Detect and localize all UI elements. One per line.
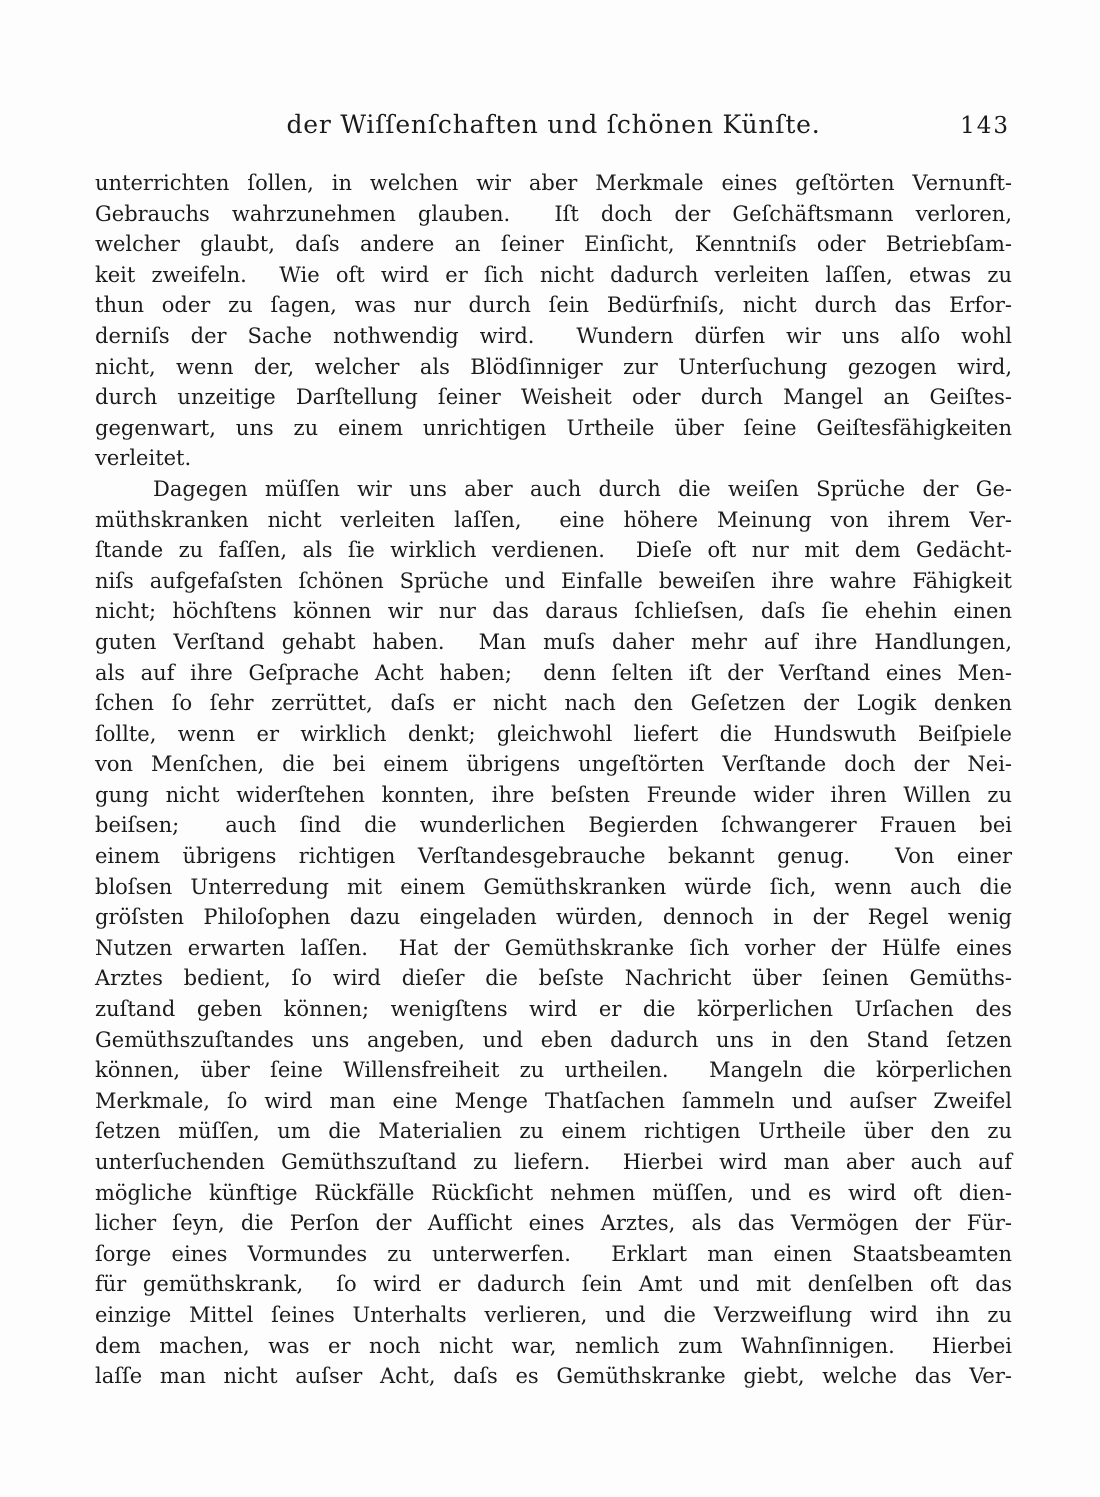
- text-line: als auf ihre Geſprache Acht haben; denn ſelten iſt der Verſtand eines Men-: [95, 660, 1012, 685]
- text-line: einem übrigens richtigen Verſtandesgebrauche bekannt genug. Von einer: [95, 844, 1012, 869]
- text-line: unterrichten ſollen, in welchen wir aber Merkmale eines geſtörten Vernunft-: [95, 171, 1012, 195]
- page-header: [95, 110, 1012, 146]
- text-line: ſollte, wenn er wirklich denkt; gleichwohl liefert die Hundswuth Beiſpiele: [95, 721, 1012, 746]
- text-line: guten Verſtand gehabt haben. Man muſs daher mehr auf ihre Handlungen,: [95, 629, 1012, 654]
- text-line: thun oder zu ſagen, was nur durch ſein Bedürfniſs, nicht durch das Erfor-: [95, 293, 1012, 318]
- text-line: nicht; höchſtens können wir nur das daraus ſchlieſsen, daſs ſie ehehin einen: [95, 599, 1012, 624]
- text-line: keit zweifeln. Wie oft wird er ſich nicht dadurch verleiten laſſen, etwas zu: [95, 262, 1012, 287]
- text-line: mögliche künftige Rückfälle Rückſicht nehmen müſſen, und es wird oft dien-: [95, 1180, 1012, 1205]
- text-line: gegenwart, uns zu einem unrichtigen Urtheile über ſeine Geiſtesfähigkeiten: [95, 415, 1012, 440]
- text-line: durch unzeitige Darſtellung ſeiner Weisheit oder durch Mangel an Geiſtes-: [95, 385, 1012, 410]
- text-line: derniſs der Sache nothwendig wird. Wundern dürfen wir uns alſo wohl: [95, 323, 1012, 348]
- text-block: [95, 168, 1012, 1392]
- text-line: Arztes bedient, ſo wird dieſer die beſste Nachricht über ſeinen Gemüths-: [95, 966, 1012, 991]
- text-line: licher ſeyn, die Perſon der Aufſicht eines Arztes, als das Vermögen der Für-: [95, 1211, 1012, 1236]
- text-line: Merkmale, ſo wird man eine Menge Thatſachen ſammeln und auſser Zweifel: [95, 1088, 1012, 1113]
- text-line: gröſsten Philoſophen dazu eingeladen würden, dennoch in der Regel wenig: [95, 905, 1012, 930]
- text-line: ſorge eines Vormundes zu unterwerfen. Erklart man einen Staatsbeamten: [95, 1241, 1012, 1266]
- text-line: laſſe man nicht auſser Acht, daſs es Gemüthskranke giebt, welche das Ver-: [95, 1364, 1012, 1389]
- text-line: beiſsen; auch ſind die wunderlichen Begierden ſchwangerer Frauen bei: [95, 813, 1012, 838]
- text-line: Nutzen erwarten laſſen. Hat der Gemüthskranke ſich vorher der Hülfe eines: [95, 935, 1012, 960]
- text-line: für gemüthskrank, ſo wird er dadurch ſein Amt und mit denſelben oft das: [95, 1272, 1012, 1297]
- text-line: Gebrauchs wahrzunehmen glauben. Iſt doch der Geſchäftsmann verloren,: [95, 201, 1012, 226]
- text-line: Gemüthszuſtandes uns angeben, und eben dadurch uns in den Stand ſetzen: [95, 1027, 1012, 1052]
- text-line: bloſsen Unterredung mit einem Gemüthskranken würde ſich, wenn auch die: [95, 874, 1012, 899]
- text-line: niſs aufgefaſsten ſchönen Sprüche und Einfalle beweiſen ihre wahre Fähigkeit: [95, 568, 1012, 593]
- text-line: von Menſchen, die bei einem übrigens ungeſtörten Verſtande doch der Nei-: [95, 752, 1012, 777]
- running-title: der Wiſſenſchaften und ſchönen Künſte.: [286, 110, 821, 139]
- text-line: gung nicht widerſtehen konnten, ihre beſsten Freunde wider ihren Willen zu: [95, 782, 1012, 807]
- text-line: müthskranken nicht verleiten laſſen, eine höhere Meinung von ihrem Ver-: [95, 507, 1012, 532]
- text-line: welcher glaubt, daſs andere an ſeiner Einſicht, Kenntniſs oder Betriebſam-: [95, 232, 1012, 257]
- text-line: verleitet.: [95, 446, 192, 471]
- text-line: Dagegen müſſen wir uns aber auch durch die weiſen Sprüche der Ge-: [153, 476, 1012, 501]
- page-number: 143: [960, 113, 1010, 139]
- text-line: können, über ſeine Willensfreiheit zu urtheilen. Mangeln die körperlichen: [95, 1058, 1012, 1083]
- text-line: einzige Mittel ſeines Unterhalts verlieren, und die Verzweiflung wird ihn zu: [95, 1302, 1012, 1327]
- text-line: unterſuchenden Gemüthszuſtand zu liefern. Hierbei wird man aber auch auf: [95, 1150, 1012, 1174]
- text-line: zuſtand geben können; wenigſtens wird er die körperlichen Urſachen des: [95, 997, 1012, 1022]
- text-line: ſchen ſo ſehr zerrüttet, daſs er nicht nach den Geſetzen der Logik denken: [95, 691, 1012, 716]
- text-line: dem machen, was er noch nicht war, nemlich zum Wahnſinnigen. Hierbei: [95, 1333, 1012, 1358]
- text-line: nicht, wenn der, welcher als Blödſinniger zur Unterſuchung gezogen wird,: [95, 354, 1012, 379]
- text-line: ſetzen müſſen, um die Materialien zu einem richtigen Urtheile über den zu: [95, 1119, 1012, 1144]
- text-line: ſtande zu faſſen, als ſie wirklich verdienen. Dieſe oft nur mit dem Gedächt-: [95, 538, 1012, 563]
